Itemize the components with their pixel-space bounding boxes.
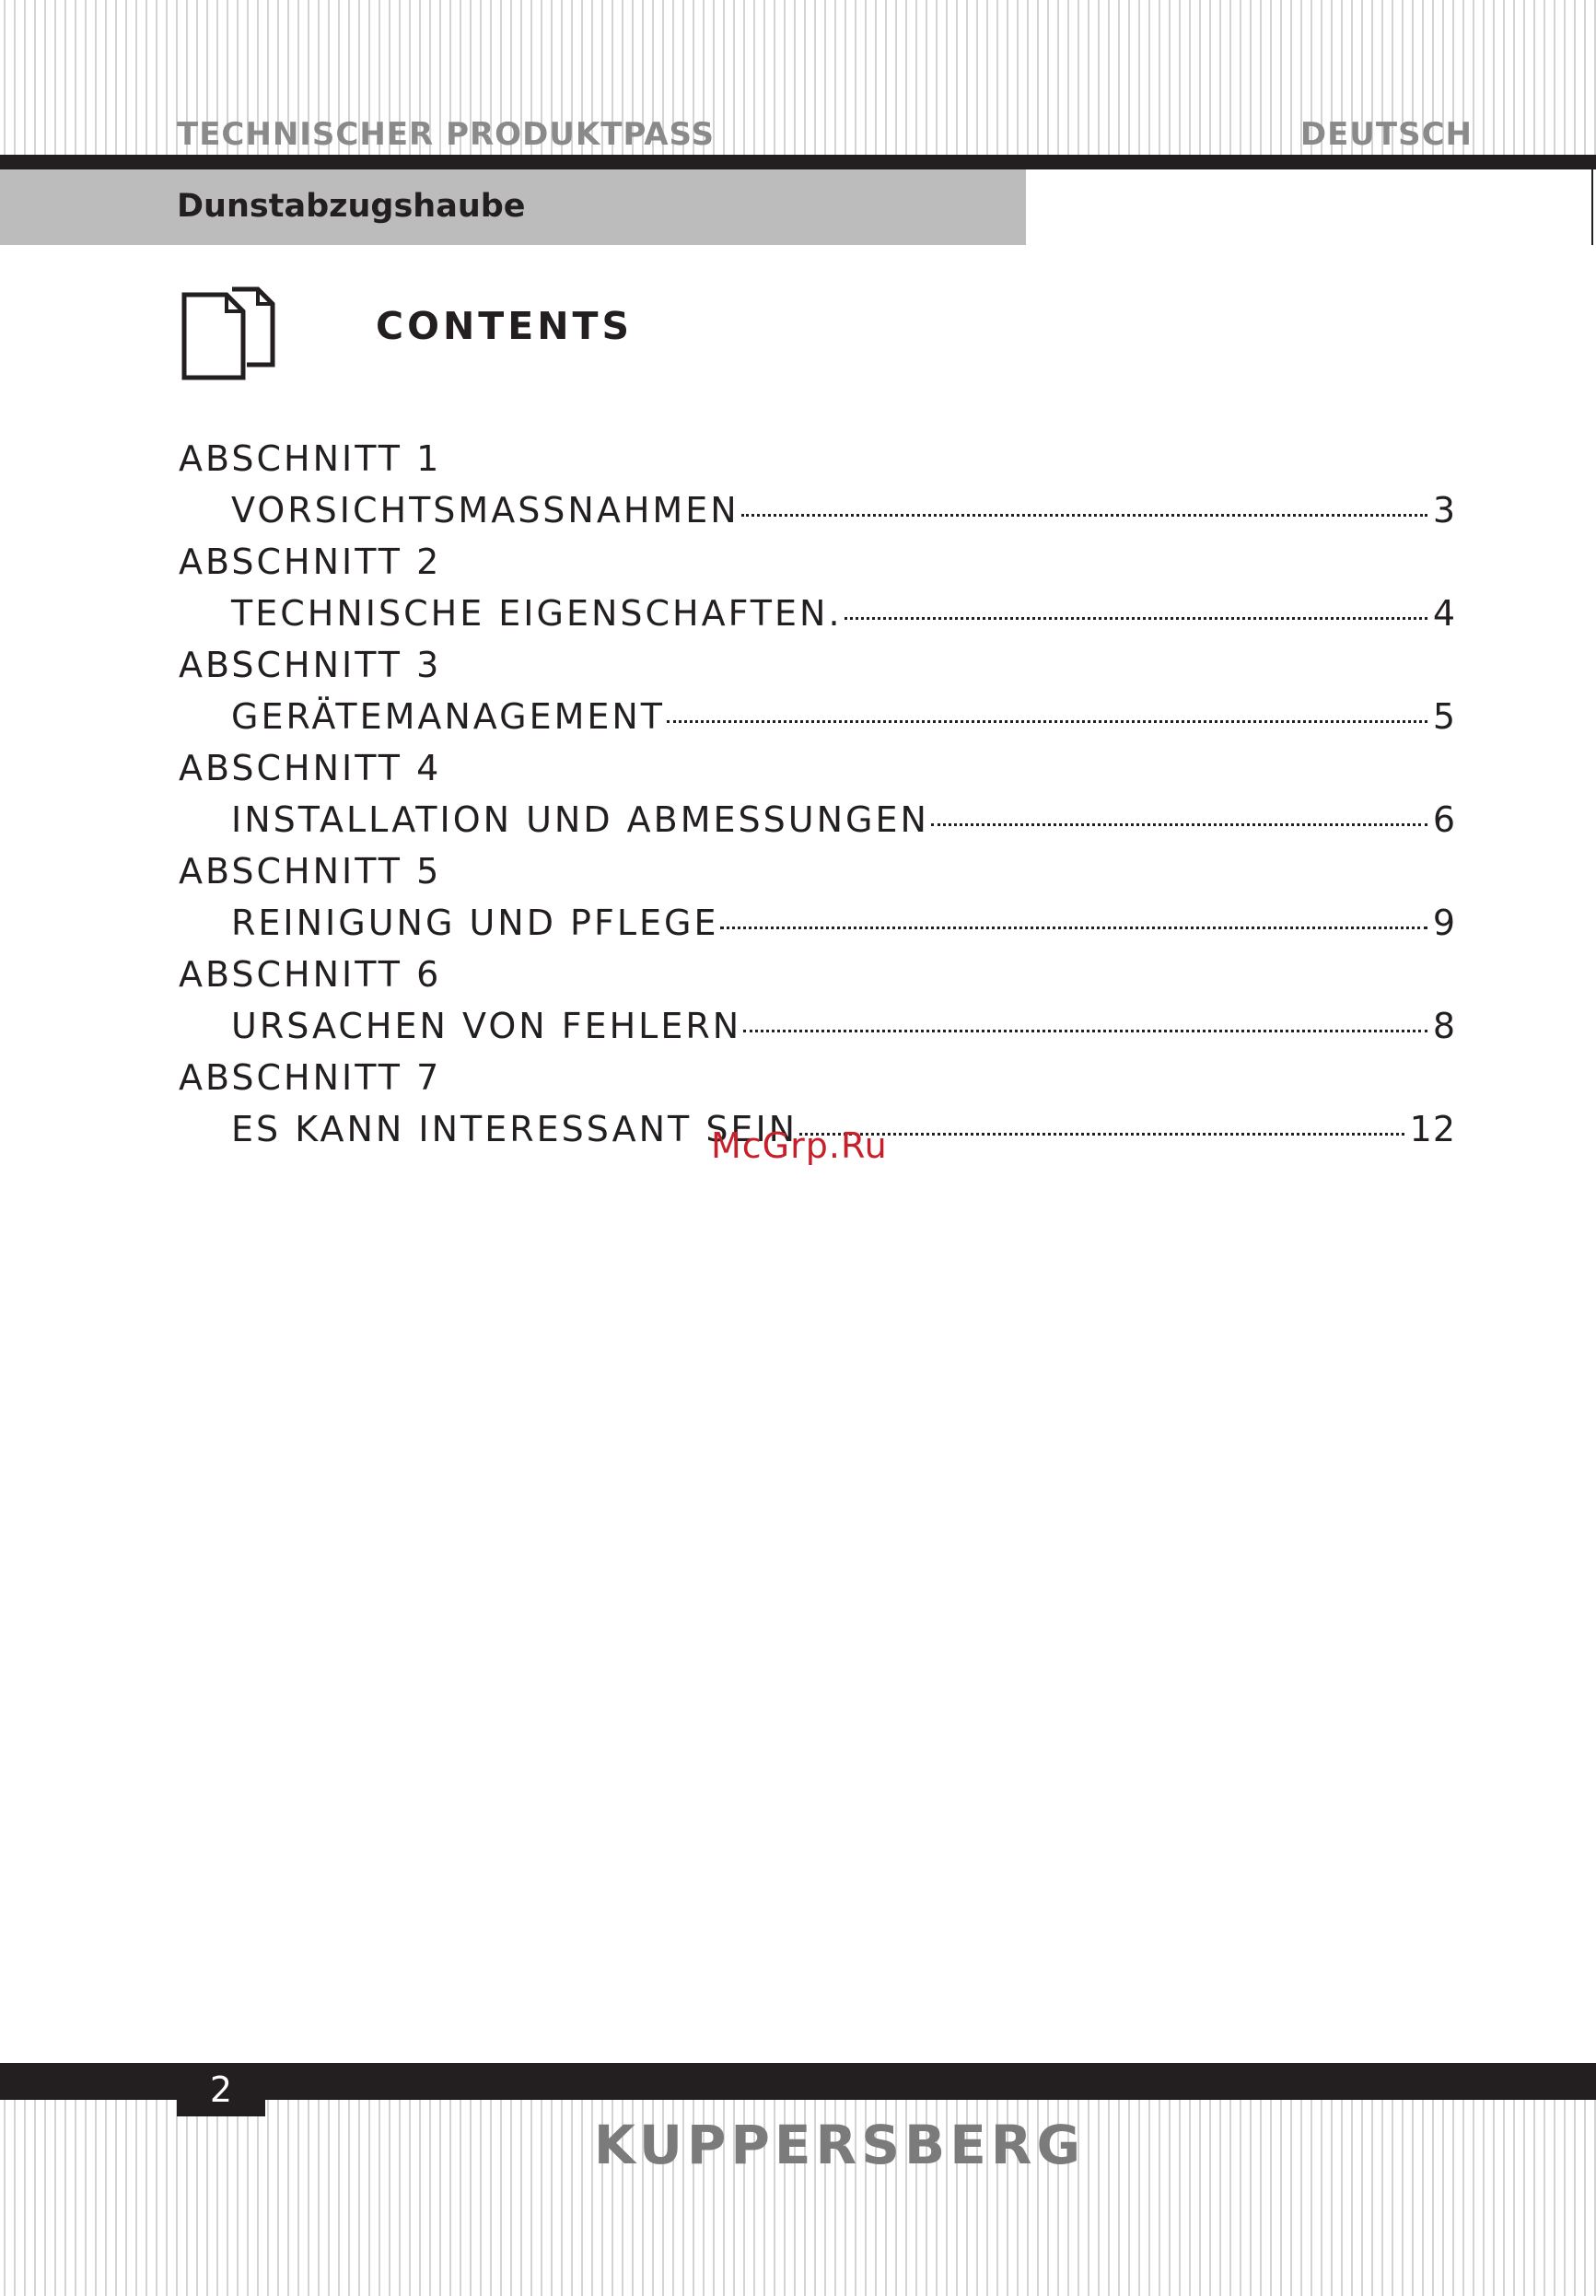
toc-item xyxy=(179,949,1462,1052)
documents-icon xyxy=(181,286,278,381)
toc-entry-title: VORSICHTSMASSNAHMEN xyxy=(231,490,740,530)
toc-section-label: ABSCHNITT 5 xyxy=(179,851,442,892)
toc-leader-dots xyxy=(720,926,1427,929)
toc-page-number: 3 xyxy=(1432,490,1456,530)
toc-entry-link[interactable] xyxy=(231,897,1456,949)
toc-item xyxy=(179,845,1462,949)
watermark-text: McGrp.Ru xyxy=(711,1125,888,1166)
toc-section-label: ABSCHNITT 1 xyxy=(179,438,442,479)
toc-leader-dots xyxy=(741,513,1427,517)
page-number: 2 xyxy=(177,2063,265,2116)
language-label: DEUTSCH xyxy=(1299,116,1473,153)
table-of-contents xyxy=(179,433,1462,1155)
toc-item xyxy=(179,536,1462,639)
toc-entry-title: REINIGUNG UND PFLEGE xyxy=(231,903,719,943)
toc-page-number: 5 xyxy=(1432,696,1456,737)
toc-entry-link[interactable] xyxy=(231,691,1456,742)
toc-entry-title: ES KANN INTERESSANT SEIN xyxy=(231,1109,798,1149)
toc-leader-dots xyxy=(931,822,1427,826)
toc-page-number: 12 xyxy=(1409,1109,1456,1149)
brand-logo-text: KUPPERSBERG xyxy=(593,2114,1086,2176)
toc-page-number: 4 xyxy=(1432,593,1456,634)
toc-leader-dots xyxy=(667,719,1427,723)
toc-item xyxy=(179,639,1462,742)
toc-section-label: ABSCHNITT 7 xyxy=(179,1057,442,1098)
toc-entry-title: GERÄTEMANAGEMENT xyxy=(231,696,666,737)
right-edge-rule xyxy=(1591,169,1593,245)
toc-section-label: ABSCHNITT 6 xyxy=(179,954,442,995)
toc-leader-dots xyxy=(845,616,1427,620)
toc-entry-title: URSACHEN VON FEHLERN xyxy=(231,1006,742,1046)
toc-section-label: ABSCHNITT 2 xyxy=(179,542,442,582)
toc-entry-link[interactable] xyxy=(231,1000,1456,1052)
toc-entry-title: TECHNISCHE EIGENSCHAFTEN. xyxy=(231,593,843,634)
contents-heading: CONTENTS xyxy=(376,304,634,348)
toc-leader-dots xyxy=(743,1029,1427,1032)
product-subtitle: Dunstabzugshaube xyxy=(177,188,526,225)
toc-entry-link[interactable] xyxy=(231,588,1456,639)
toc-entry-link[interactable] xyxy=(231,484,1456,536)
toc-item xyxy=(179,742,1462,845)
toc-section-label: ABSCHNITT 3 xyxy=(179,645,442,685)
toc-entry-title: INSTALLATION UND ABMESSUNGEN xyxy=(231,799,929,840)
toc-item xyxy=(179,433,1462,536)
toc-leader-dots xyxy=(799,1132,1404,1136)
document-type-title: TECHNISCHER PRODUKTPASS xyxy=(177,116,715,153)
toc-page-number: 6 xyxy=(1432,799,1456,840)
toc-page-number: 9 xyxy=(1432,903,1456,943)
toc-section-label: ABSCHNITT 4 xyxy=(179,748,442,788)
toc-page-number: 8 xyxy=(1432,1006,1456,1046)
toc-entry-link[interactable] xyxy=(231,794,1456,845)
header-rule xyxy=(0,155,1596,169)
